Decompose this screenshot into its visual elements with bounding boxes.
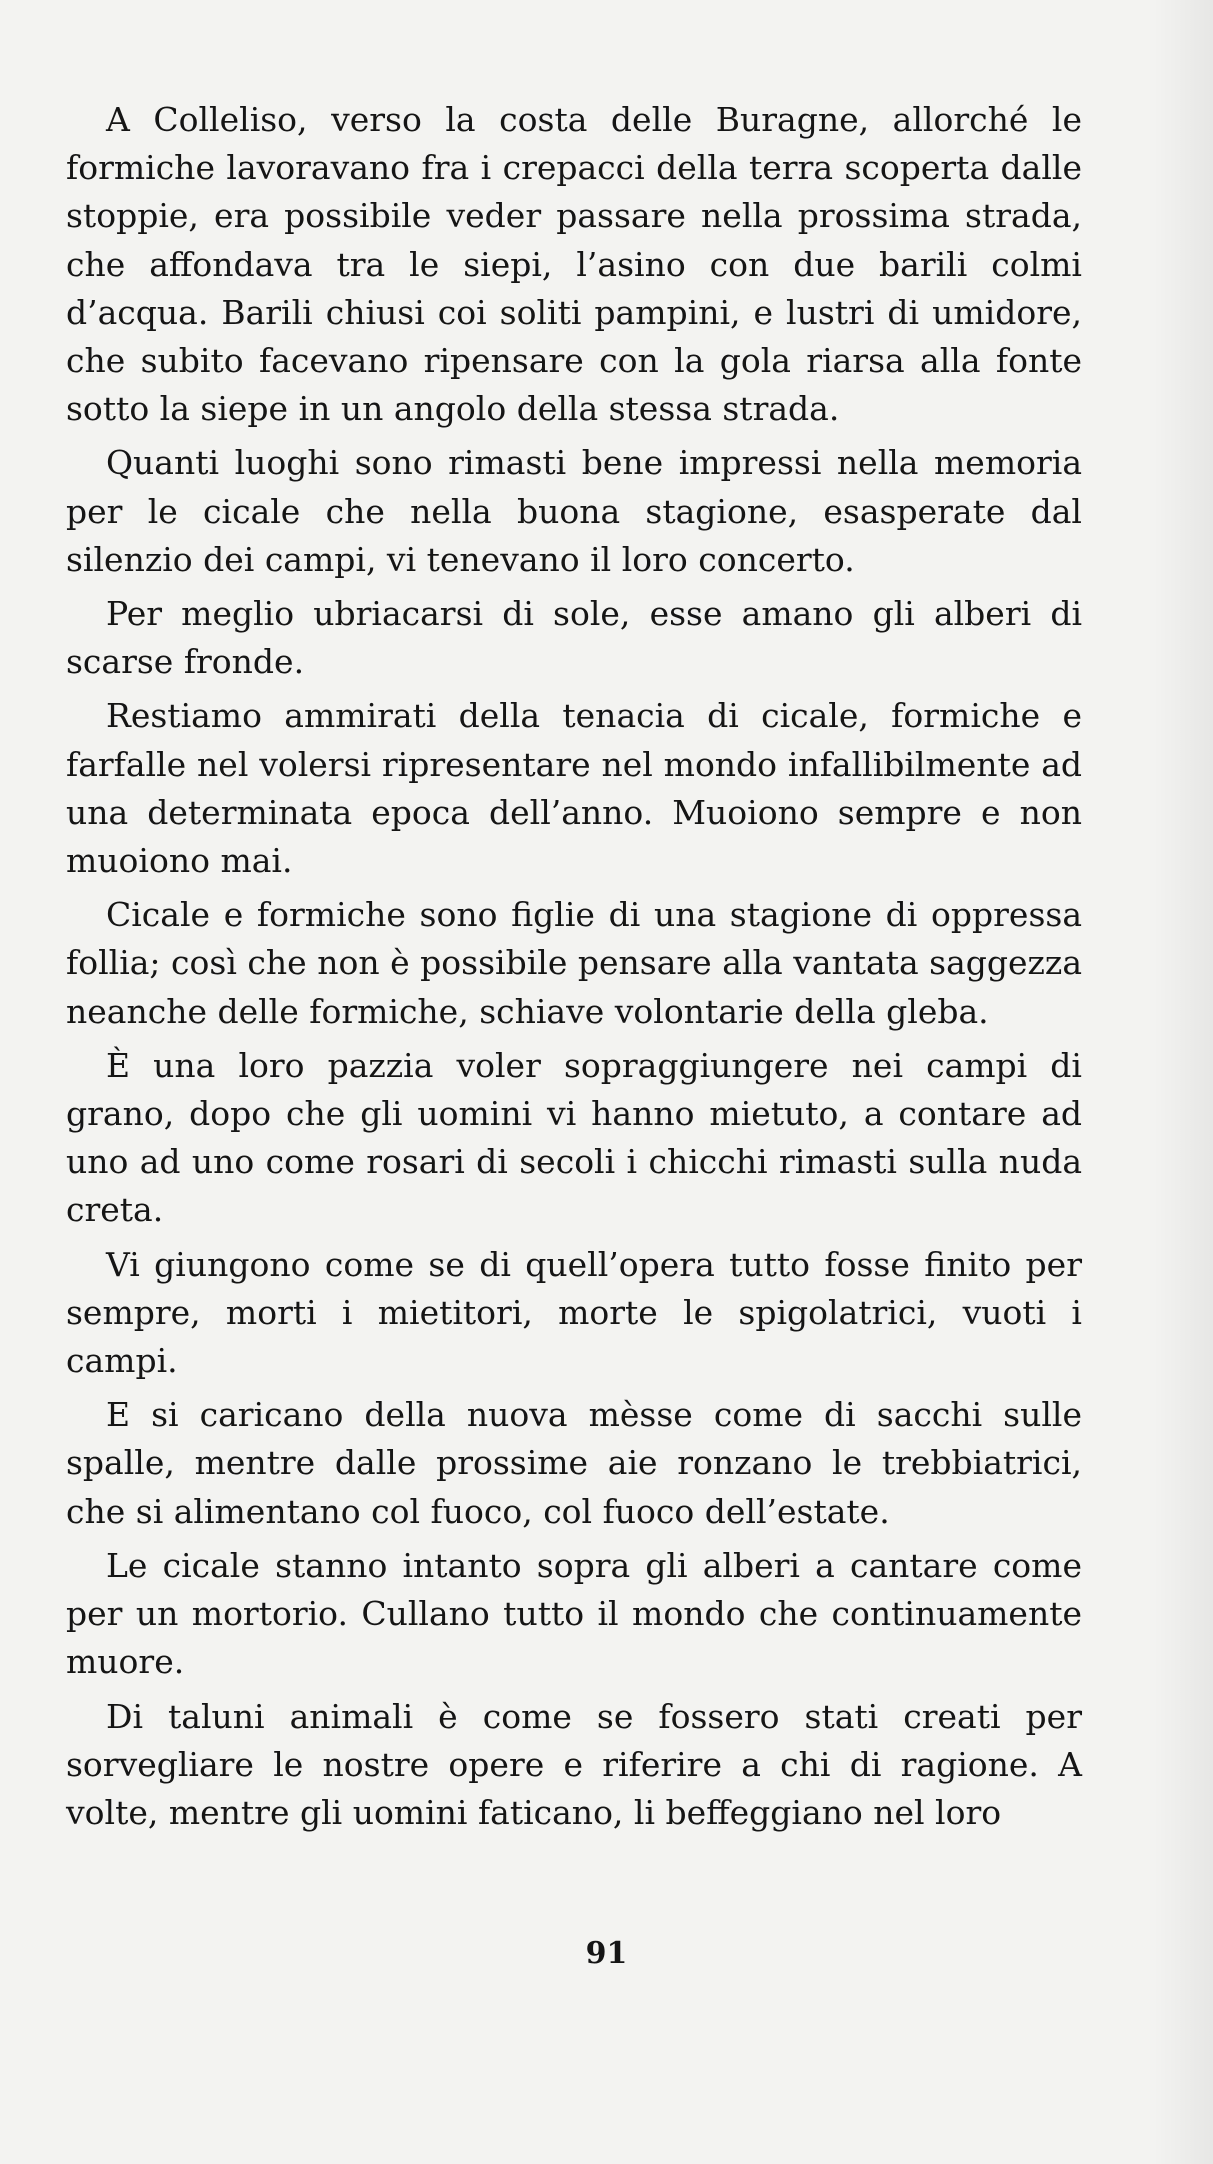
paragraph: Quanti luoghi sono rimasti bene impressi nella memoria per le cicale che nella buona stagione, esasperate dal silenzio dei campi, vi tenevano il loro concerto.: [66, 443, 1082, 579]
paragraph: Cicale e formiche sono figlie di una stagione di oppressa follia; così che non è possibile pensare alla vantata saggezza neanche delle formiche, schiave volontarie della gleba.: [66, 895, 1082, 1031]
page-shadow: [1153, 0, 1213, 2164]
paragraph: E si caricano della nuova mèsse come di sacchi sulle spalle, mentre dalle prossime aie ronzano le trebbiatrici, che si alimentano col fuoco, col fuoco dell’estate.: [66, 1395, 1082, 1531]
page-number: 91: [585, 1936, 628, 1971]
paragraph: Per meglio ubriacarsi di sole, esse amano gli alberi di scarse fronde.: [66, 594, 1082, 682]
paragraph: È una loro pazzia voler sopraggiungere nei campi di grano, dopo che gli uomini vi hanno mietuto, a contare ad uno ad uno come rosari di secoli i chicchi rimasti sulla nuda creta.: [66, 1045, 1082, 1230]
paragraph: Restiamo ammirati della tenacia di cicale, formiche e farfalle nel volersi ripresentare nel mondo infallibilmente ad una determinata epoca dell’anno. Muoiono sempre e non muoiono mai.: [66, 696, 1082, 881]
paragraph: Di taluni animali è come se fossero stati creati per sorvegliare le nostre opere e riferire a chi di ragione. A volte, mentre gli uomini faticano, li beffeggiano nel loro: [66, 1696, 1082, 1832]
paragraph: A Colleliso, verso la costa delle Buragne, allorché le formiche lavoravano fra i crepacci della terra scoperta dalle stoppie, era possibile veder passare nella prossima strada, che affondava tra le siepi, l’asino con due barili colmi d’acqua. Barili chiusi coi soliti pampini, e lustri di umidore, che subito facevano ripensare con la gola riarsa alla fonte sotto la siepe in un angolo della stessa strada.: [66, 100, 1082, 429]
body-text: [66, 96, 1082, 1837]
paragraph: Vi giungono come se di quell’opera tutto fosse finito per sempre, morti i mietitori, morte le spigolatrici, vuoti i campi.: [66, 1244, 1082, 1381]
paragraph: Le cicale stanno intanto sopra gli alberi a cantare come per un mortorio. Cullano tutto il mondo che continuamente muore.: [66, 1545, 1082, 1682]
